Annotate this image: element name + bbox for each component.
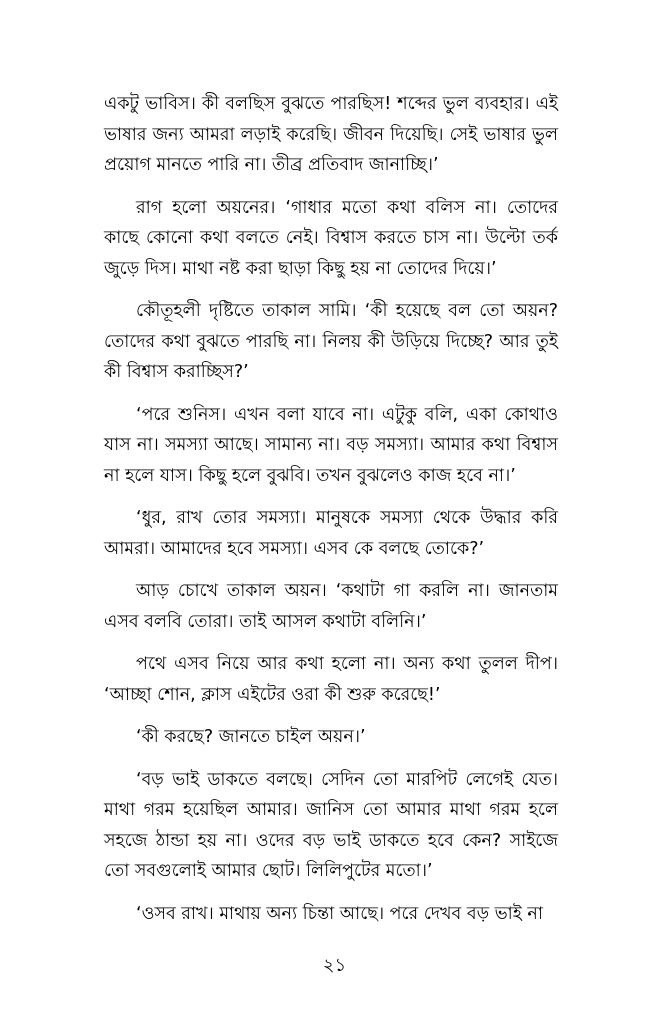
paragraph-1: একটু ভাবিস। কী বলছিস বুঝতে পারছিস! শব্দের ভুল ব্যবহার। এই ভাষার জন্য আমরা লড়াই করেছি। জীবন দিয়েছি। সেই ভাষার ভুল প্রয়োগ মানতে পারি না। তীব্র প্রতিবাদ জানাচ্ছি।’: [104, 94, 558, 175]
paragraph-10: ‘ওসব রাখ। মাথায় অন্য চিন্তা আছে। পরে দেখব বড় ভাই না: [136, 903, 543, 924]
paragraph-5: ‘ধুর, রাখ তোর সমস্যা। মানুষকে সমস্যা থেকে উদ্ধার করি আমরা। আমাদের হবে সমস্যা। এসব কে বলছে তোকে?’: [104, 508, 558, 559]
paragraph-3: কৌতূহলী দৃষ্টিতে তাকাল সামি। ‘কী হয়েছে বল তো অয়ন? তোদের কথা বুঝতে পারছি না। নিলয় কী উড়িয়ে দিচ্ছে? আর তুই কী বিশ্বাস করাচ্ছিস?’: [104, 301, 558, 382]
paragraph-6: আড় চোখে তাকাল অয়ন। ‘কথাটা গা করলি না। জানতাম এসব বলবি তোরা। তাই আসল কথাটা বলিনি।’: [104, 581, 558, 632]
page-number: ২১: [322, 955, 347, 976]
body-text: [104, 89, 558, 941]
paragraph-4: ‘পরে শুনিস। এখন বলা যাবে না। এটুকু বলি, একা কোথাও যাস না। সমস্যা আছে। সামান্য না। বড় সমস্যা। আমার কথা বিশ্বাস না হলে যাস। কিছু হলে বুঝবি। তখন বুঝলেও কাজ হবে না।’: [104, 404, 558, 486]
paragraph-7: পথে এসব নিয়ে আর কথা হলো না। অন্য কথা তুলল দীপ। ‘আচ্ছা শোন, ক্লাস এইটের ওরা কী শুরু করেছে!’: [104, 654, 558, 705]
paragraph-2: রাগ হলো অয়নের। ‘গাধার মতো কথা বলিস না। তোদের কাছে কোনো কথা বলতে নেই। বিশ্বাস করতে চাস না। উল্টো তর্ক জুড়ে দিস। মাথা নষ্ট করা ছাড়া কিছু হয় না তোদের দিয়ে।’: [104, 197, 558, 279]
paragraph-8: ‘কী করছে? জানতে চাইল অয়ন।’: [136, 727, 366, 747]
paragraph-9: ‘বড় ভাই ডাকতে বলছে। সেদিন তো মারপিট লেগেই যেত। মাথা গরম হয়েছিল আমার। জানিস তো আমার মাথা গরম হলে সহজে ঠান্ডা হয় না। ওদের বড় ভাই ডাকতে হবে কেন? সাইজে তো সবগুলোই আমার ছোট। লিলিপুটের মতো।’: [104, 769, 558, 881]
